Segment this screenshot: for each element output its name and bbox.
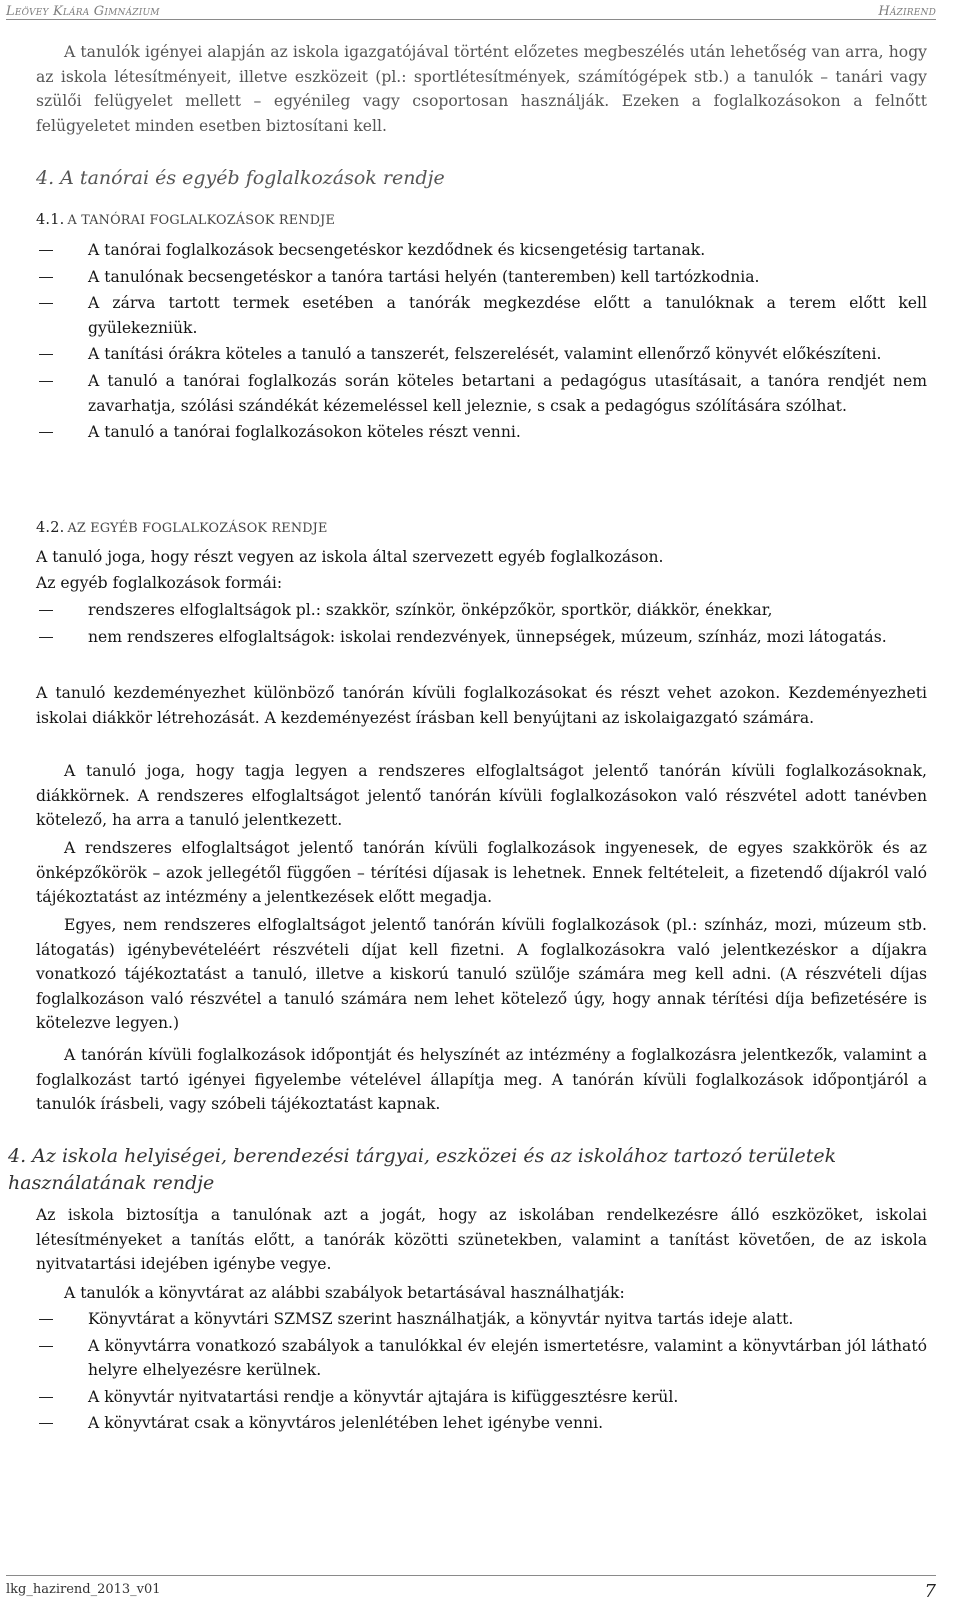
paragraph: Az egyéb foglalkozások formái: [36, 574, 283, 592]
intro-paragraph: A tanulók igényei alapján az iskola igazgatójával történt előzetes megbeszélés után lehetőség van arra, hogy az iskola létesítményeit, illetve eszközeit (pl.: sportlétesítmények, számítógépek stb.) a tanulók – tanári vagy szülői felügyelet mellett – egyénileg vagy csoportosan használják. Ezeken a foglalkozásokon a felnőtt felügyeletet minden esetben biztosítani kell. [36, 43, 927, 135]
list-item: A zárva tartott termek esetében a tanórák megkezdése előtt a tanulóknak a terem előtt kell gyülekezniük. [88, 291, 927, 340]
subsection-number: 4.1. [36, 212, 65, 228]
dash-bullet-icon [39, 432, 53, 433]
footer-filename: lkg_hazirend_2013_v01 [6, 1582, 161, 1598]
paragraph: A tanuló joga, hogy részt vegyen az iskola által szervezett egyéb foglalkozáson. [36, 548, 664, 566]
dash-bullet-icon [39, 250, 53, 251]
paragraph: A tanuló joga, hogy tagja legyen a rendszeres elfoglaltságot jelentő tanórán kívüli foglalkozásoknak, diákkörnek. A rendszeres elfoglaltságot jelentő tanórán kívüli foglalkozásokon való részvétel adott tanévben kötelező, ha arra a tanuló jelentkezett. [36, 762, 927, 830]
paragraph: A tanórán kívüli foglalkozások időpontját és helyszínét az intézmény a foglalkozásra jelentkezők, valamint a foglalkozást tartó igényei figyelembe vételével állapítja meg. A tanórán kívüli foglalkozások időpontjáról a tanulók írásbeli, vagy szóbeli tájékoztatást kapnak. [36, 1046, 927, 1114]
subsection-title: AZ EGYÉB FOGLALKOZÁSOK RENDJE [67, 521, 328, 536]
page-number: 7 [924, 1581, 936, 1603]
paragraph: A rendszeres elfoglaltságot jelentő tanórán kívüli foglalkozások ingyenesek, de egyes szakkörök és az önképzőkörök – azok jellegétől függően – térítési díjasak is lehetnek. Ennek feltételeit, a fizetendő díjakról való tájékoztatást az intézmény a jelentkezések előtt megadja. [36, 839, 927, 907]
subsection-number: 4.2. [36, 520, 65, 536]
footer-rule [6, 1575, 936, 1576]
header-rule [6, 19, 936, 20]
list-item: A tanuló a tanórai foglalkozásokon köteles részt venni. [88, 420, 927, 445]
paragraph: A tanulók a könyvtárat az alábbi szabályok betartásával használhatják: [64, 1284, 625, 1302]
section-4-heading: 4. A tanórai és egyéb foglalkozások rendje [36, 167, 445, 189]
dash-bullet-icon [39, 1397, 53, 1398]
paragraph: Az iskola biztosítja a tanulónak azt a jogát, hogy az iskolában rendelkezésre álló eszközöket, iskolai létesítményeket a tanítás előtt, a tanórák közötti szünetekben, valamint a tanítást követően, de az iskola nyitvatartási idejében igénybe vegye. [36, 1206, 927, 1274]
list-item: rendszeres elfoglaltságok pl.: szakkör, színkör, önképzőkör, sportkör, diákkör, énekkar, [88, 598, 927, 623]
list-item: A könyvtár nyitvatartási rendje a könyvtár ajtajára is kifüggesztésre kerül. [88, 1385, 927, 1410]
dash-bullet-icon [39, 354, 53, 355]
dash-bullet-icon [39, 303, 53, 304]
list-item: A tanulónak becsengetéskor a tanóra tartási helyén (tanteremben) kell tartózkodnia. [88, 265, 927, 290]
subsection-title: A TANÓRAI FOGLALKOZÁSOK RENDJE [67, 213, 336, 228]
dash-bullet-icon [39, 1319, 53, 1320]
subsection-4-1-heading [36, 208, 335, 234]
dash-bullet-icon [39, 381, 53, 382]
section-4b-heading: 4. Az iskola helyiségei, berendezési tárgyai, eszközei és az iskolához tartozó területek használatának rendje [8, 1145, 837, 1194]
list-item: Könyvtárat a könyvtári SZMSZ szerint használhatják, a könyvtár nyitva tartás ideje alatt. [88, 1307, 927, 1332]
list-item: A könyvtárat csak a könyvtáros jelenlétében lehet igénybe venni. [88, 1411, 927, 1436]
dash-bullet-icon [39, 1346, 53, 1347]
egyeb-forms-list [88, 598, 927, 651]
list-item: A tanuló a tanórai foglalkozás során köteles betartani a pedagógus utasításait, a tanóra rendjét nem zavarhatja, szólási szándékát kézemeléssel kell jeleznie, s csak a pedagógus szólítására szólhat. [88, 369, 927, 418]
list-item: A tanórai foglalkozások becsengetéskor kezdődnek és kicsengetésig tartanak. [88, 238, 927, 263]
header-doc-title: Házirend [878, 4, 936, 19]
dash-bullet-icon [39, 637, 53, 638]
tanorai-rules-list [88, 238, 927, 447]
library-rules-list [88, 1307, 927, 1438]
paragraph: A tanuló kezdeményezhet különböző tanórán kívüli foglalkozásokat és részt vehet azokon. Kezdeményezheti iskolai diákkör létrehozását. A kezdeményezést írásban kell benyújtani az iskolaigazgató számára. [36, 684, 927, 727]
paragraph: Egyes, nem rendszeres elfoglaltságot jelentő tanórán kívüli foglalkozások (pl.: színház, mozi, múzeum stb. látogatás) igénybevételéért részvételi díjat kell fizetni. A foglalkozásokra való jelentkezéskor a díjakra vonatkozó tájékoztatást a tanuló, illetve a kiskorú tanuló szülője számára meg kell adni. (A részvételi díjas foglalkozáson való részvétel a tanuló számára nem lehet kötelező úgy, hogy annak térítési díja befizetésére is kötelezve legyen.) [36, 916, 927, 1033]
header-school-name: Leövey Klára Gimnázium [6, 4, 160, 19]
dash-bullet-icon [39, 1423, 53, 1424]
dash-bullet-icon [39, 610, 53, 611]
list-item: nem rendszeres elfoglaltságok: iskolai rendezvények, ünnepségek, múzeum, színház, mozi látogatás. [88, 625, 927, 650]
subsection-4-2-heading [36, 516, 328, 542]
list-item: A tanítási órákra köteles a tanuló a tanszerét, felszerelését, valamint ellenőrző könyvét előkészíteni. [88, 342, 927, 367]
dash-bullet-icon [39, 277, 53, 278]
list-item: A könyvtárra vonatkozó szabályok a tanulókkal év elején ismertetésre, valamint a könyvtárban jól látható helyre elhelyezésre kerülnek. [88, 1334, 927, 1383]
